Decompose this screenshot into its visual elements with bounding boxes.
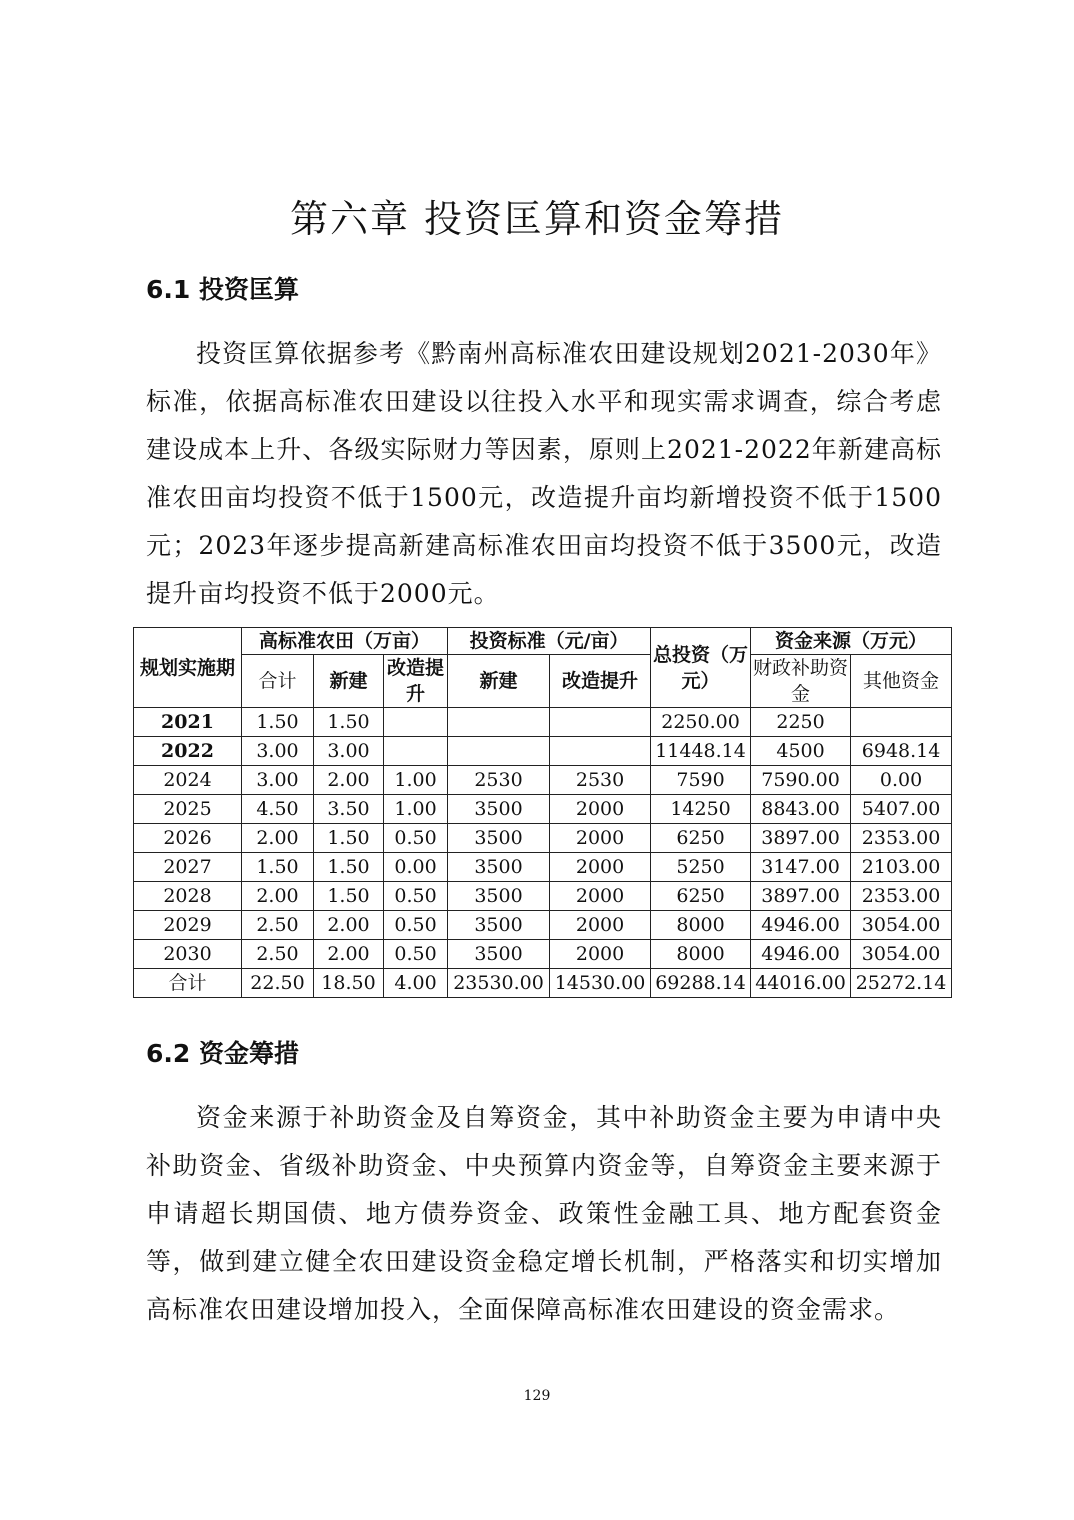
table-cell: 3500 [448,911,550,940]
table-cell: 4500 [751,737,851,766]
table-cell: 7590.00 [751,766,851,795]
header-area-upgrade: 改造提升 [384,655,448,708]
table-cell: 2000 [550,940,651,969]
table-cell: 2.00 [242,882,314,911]
paragraph-fund-raising: 资金来源于补助资金及自筹资金，其中补助资金主要为申请中央补助资金、省级补助资金、中央预算内资金等，自筹资金主要来源于申请超长期国债、地方债券资金、政策性金融工具、地方配套资金等，做到建立健全农田建设资金稳定增长机制，严格落实和切实增加高标准农田建设增加投入，全面保障高标准农田建设的资金需求。 [146,1103,942,1324]
row-period-cell: 2028 [134,882,242,911]
table-cell: 2.00 [314,766,384,795]
table-cell: 2103.00 [851,853,952,882]
table-cell: 2353.00 [851,882,952,911]
header-period: 规划实施期 [134,628,242,708]
table-cell: 11448.14 [651,737,751,766]
header-std-upgrade: 改造提升 [550,655,651,708]
table-row [134,882,952,911]
table-cell: 2000 [550,824,651,853]
section-heading-6-1: 6.1 投资匡算 [146,275,299,304]
table-cell [384,737,448,766]
table-cell: 3054.00 [851,911,952,940]
table-cell: 1.00 [384,795,448,824]
table-cell: 3500 [448,824,550,853]
table-cell: 6948.14 [851,737,952,766]
table-row [134,708,952,737]
table-cell: 3500 [448,853,550,882]
table-cell: 2.50 [242,911,314,940]
table-cell: 2250 [751,708,851,737]
table-cell: 2.00 [314,911,384,940]
table-cell: 2000 [550,795,651,824]
table-cell: 4946.00 [751,911,851,940]
table-cell: 0.50 [384,824,448,853]
table-cell: 2.50 [242,940,314,969]
header-fund-subsidy: 财政补助资金 [751,655,851,708]
table-cell: 2353.00 [851,824,952,853]
page-number: 129 [523,1388,551,1404]
table-cell: 2.00 [314,940,384,969]
table-row [134,737,952,766]
table-row [134,911,952,940]
table-cell: 1.50 [314,708,384,737]
table-cell [550,708,651,737]
table-row [134,969,952,998]
table-row [134,853,952,882]
table-cell: 69288.14 [651,969,751,998]
table-cell: 3.00 [242,737,314,766]
table-row [134,824,952,853]
header-total-investment: 总投资（万元） [651,628,751,708]
table-row [134,795,952,824]
table-cell: 25272.14 [851,969,952,998]
row-period-cell: 2029 [134,911,242,940]
table-cell: 1.50 [242,853,314,882]
table-cell: 23530.00 [448,969,550,998]
table-cell: 2000 [550,853,651,882]
row-period-cell: 2024 [134,766,242,795]
table-cell: 8843.00 [751,795,851,824]
header-area-total: 合计 [242,655,314,708]
table-cell: 4.00 [384,969,448,998]
table-cell: 2000 [550,882,651,911]
section-heading-6-2: 6.2 资金筹措 [146,1039,299,1068]
table-cell: 5407.00 [851,795,952,824]
table-cell: 22.50 [242,969,314,998]
header-funding-group: 资金来源（万元） [751,628,952,655]
table-cell: 3054.00 [851,940,952,969]
header-std-new: 新建 [448,655,550,708]
table-row [134,766,952,795]
paragraph-investment-estimate: 投资匡算依据参考《黔南州高标准农田建设规划2021-2030年》标准，依据高标准农田建设以往投入水平和现实需求调查，综合考虑建设成本上升、各级实际财力等因素，原则上2021-2022年新建高标准农田亩均投资不低于1500元，改造提升亩均新增投资不低于1500元；2023年逐步提高新建高标准农田亩均投资不低于3500元，改造提升亩均投资不低于2000元。 [146,339,942,608]
table-cell: 3147.00 [751,853,851,882]
table-cell: 5250 [651,853,751,882]
table-cell [550,737,651,766]
table-cell: 0.00 [384,853,448,882]
table-cell: 2.00 [242,824,314,853]
table-cell: 0.50 [384,911,448,940]
table-cell: 14530.00 [550,969,651,998]
investment-table [133,627,952,998]
table-cell: 1.50 [314,824,384,853]
row-period-cell: 2025 [134,795,242,824]
table-cell: 3.00 [314,737,384,766]
table-cell: 3500 [448,795,550,824]
header-area-group: 高标准农田（万亩） [242,628,448,655]
table-cell: 44016.00 [751,969,851,998]
table-cell: 4946.00 [751,940,851,969]
table-cell: 0.50 [384,882,448,911]
table-cell: 3.50 [314,795,384,824]
row-period-cell: 合计 [134,969,242,998]
table-cell [448,737,550,766]
table-cell: 14250 [651,795,751,824]
table-cell: 0.00 [851,766,952,795]
table-cell: 2530 [448,766,550,795]
table-cell: 2250.00 [651,708,751,737]
table-cell: 3897.00 [751,824,851,853]
table-cell: 8000 [651,911,751,940]
table-row [134,940,952,969]
table-cell: 6250 [651,824,751,853]
header-fund-other: 其他资金 [851,655,952,708]
table-cell [384,708,448,737]
row-period-cell: 2030 [134,940,242,969]
table-body [134,708,952,998]
table-cell: 2530 [550,766,651,795]
table-cell: 3500 [448,940,550,969]
table-cell [448,708,550,737]
table-cell: 7590 [651,766,751,795]
row-period-cell: 2026 [134,824,242,853]
table-cell: 6250 [651,882,751,911]
table-cell: 1.00 [384,766,448,795]
row-period-cell: 2027 [134,853,242,882]
table-cell [851,708,952,737]
table-cell: 1.50 [242,708,314,737]
header-standard-group: 投资标准（元/亩） [448,628,651,655]
table-cell: 3500 [448,882,550,911]
chapter-title: 第六章 投资匡算和资金筹措 [289,197,785,241]
table-cell: 18.50 [314,969,384,998]
table-cell: 2000 [550,911,651,940]
table-cell: 0.50 [384,940,448,969]
table-cell: 1.50 [314,882,384,911]
table-cell: 4.50 [242,795,314,824]
table-cell: 1.50 [314,853,384,882]
table-cell: 3.00 [242,766,314,795]
row-period-cell: 2021 [134,708,242,737]
row-period-cell: 2022 [134,737,242,766]
header-area-new: 新建 [314,655,384,708]
table-cell: 3897.00 [751,882,851,911]
table-cell: 8000 [651,940,751,969]
